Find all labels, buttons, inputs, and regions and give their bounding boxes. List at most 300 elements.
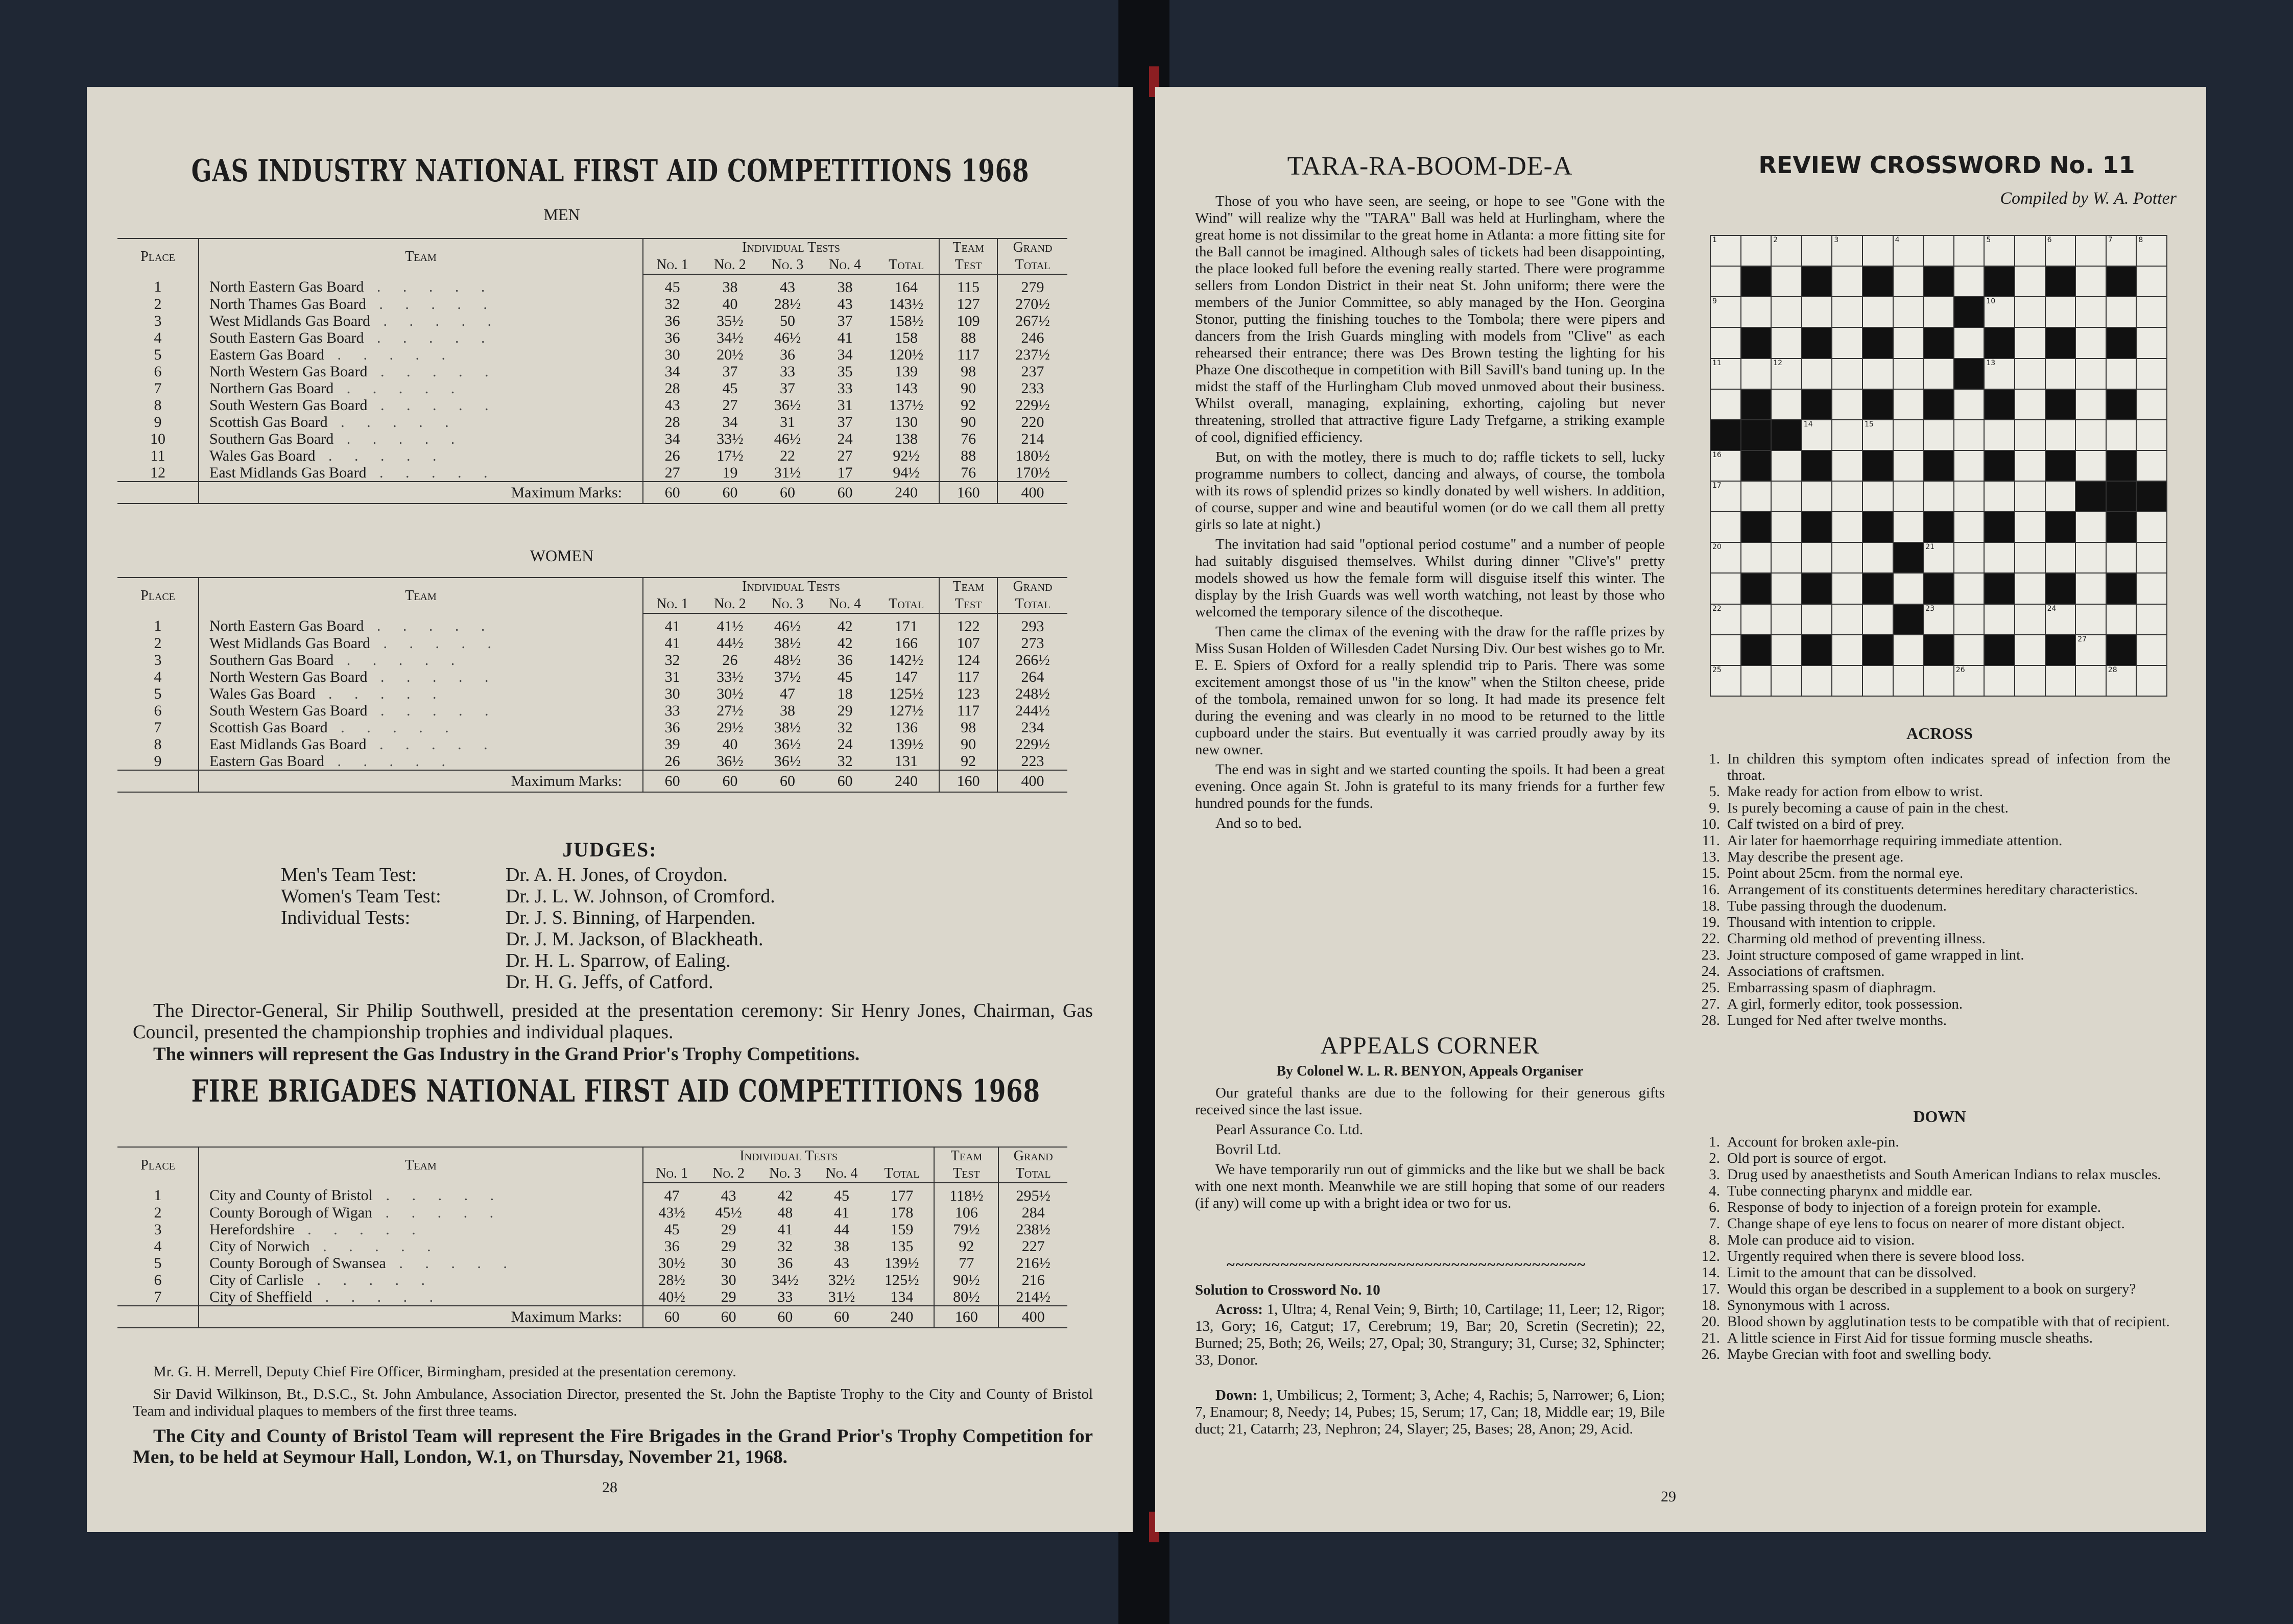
crossword-cell[interactable]: [1832, 236, 1862, 266]
judge-role: Individual Tests:: [281, 907, 411, 928]
crossword-cell[interactable]: [2015, 635, 2045, 665]
clue-number: 17.: [1701, 1281, 1720, 1297]
score-cell: 38: [780, 702, 796, 719]
crossword-cell[interactable]: [2137, 666, 2166, 696]
crossword-cell[interactable]: [1985, 236, 2014, 266]
crossword-cell[interactable]: [2076, 543, 2106, 572]
score-cell: 34½: [716, 329, 744, 346]
clue-text: Tube connecting pharynx and middle ear.: [1727, 1183, 1973, 1199]
crossword-cell[interactable]: [2107, 359, 2136, 389]
crossword-cell[interactable]: [2137, 512, 2166, 542]
score-cell: 29½: [716, 719, 744, 736]
crossword-cell[interactable]: [2076, 328, 2106, 357]
team-name: City of Sheffield: [209, 1288, 313, 1305]
crossword-cell[interactable]: [2137, 236, 2166, 266]
crossword-cell[interactable]: [2076, 359, 2106, 389]
score-cell: 92: [939, 397, 997, 414]
crossword-cell[interactable]: [1894, 297, 1923, 327]
score-cell: 36: [837, 652, 853, 668]
score-cell: 125½: [885, 1272, 919, 1288]
score-cell: 234: [997, 719, 1067, 736]
crossword-cell[interactable]: [1772, 605, 1801, 634]
grid-number: 16: [1712, 450, 1722, 459]
crossword-block: [2046, 328, 2075, 357]
crossword-cell[interactable]: [1985, 666, 2014, 696]
crossword-cell[interactable]: [1863, 543, 1893, 572]
crossword-cell[interactable]: [1741, 359, 1771, 389]
crossword-cell[interactable]: [1772, 236, 1801, 266]
team-cell: City of Carlisle . . . . .: [199, 1272, 643, 1288]
crossword-cell[interactable]: [2137, 297, 2166, 327]
clue-number: 22.: [1701, 930, 1720, 947]
crossword-cell[interactable]: [1954, 482, 1984, 511]
crossword-clue: [1691, 947, 2170, 963]
score-cell: 36½: [774, 736, 801, 753]
clue-number: 18.: [1701, 898, 1720, 914]
crossword-cell[interactable]: [1832, 267, 1862, 296]
crossword-cell[interactable]: [1772, 635, 1801, 665]
crossword-cell[interactable]: [1863, 420, 1893, 450]
crossword-cell[interactable]: [1772, 666, 1801, 696]
crossword-cell[interactable]: [1863, 297, 1893, 327]
crossword-cell[interactable]: [1894, 666, 1923, 696]
crossword-cell[interactable]: [1924, 543, 1953, 572]
crossword-cell[interactable]: [2137, 635, 2166, 665]
score-cell: 17: [837, 464, 853, 481]
score-cell: 284: [998, 1204, 1067, 1221]
crossword-block: [1802, 512, 1832, 542]
crossword-cell[interactable]: [1894, 574, 1923, 603]
crossword-cell[interactable]: [1832, 635, 1862, 665]
place-cell: 12: [150, 464, 165, 481]
team-cell: Scottish Gas Board . . . . .: [199, 719, 643, 736]
team-name: Scottish Gas Board: [209, 719, 328, 736]
crossword-cell[interactable]: [1894, 512, 1923, 542]
crossword-cell[interactable]: [2015, 605, 2045, 634]
clue-text: Is purely becoming a cause of pain in the chest.: [1727, 800, 2009, 816]
max-marks-cell: 60: [759, 770, 817, 792]
crossword-cell[interactable]: [1711, 359, 1740, 389]
crossword-clue: [1691, 1313, 2170, 1330]
clue-number: 28.: [1701, 1012, 1720, 1029]
max-marks-cell: 60: [701, 482, 759, 504]
score-cell: 125½: [889, 685, 924, 702]
team-cell: City of Sheffield . . . . .: [199, 1288, 643, 1306]
crossword-cell[interactable]: [1832, 420, 1862, 450]
crossword-cell[interactable]: [1711, 236, 1740, 266]
clue-number: 4.: [1709, 1183, 1720, 1199]
crossword-cell[interactable]: [2137, 390, 2166, 419]
score-cell: 90: [939, 380, 997, 397]
crossword-cell[interactable]: [2015, 666, 2045, 696]
crossword-cell[interactable]: [2076, 666, 2106, 696]
crossword-cell[interactable]: [1832, 574, 1862, 603]
crossword-cell[interactable]: [1832, 390, 1862, 419]
crossword-cell[interactable]: [2076, 605, 2106, 634]
crossword-cell[interactable]: [1832, 512, 1862, 542]
crossword-cell[interactable]: [2015, 543, 2045, 572]
crossword-cell[interactable]: [1894, 420, 1923, 450]
crossword-cell[interactable]: [1894, 359, 1923, 389]
crossword-cell[interactable]: [1985, 359, 2014, 389]
crossword-cell[interactable]: [2107, 605, 2136, 634]
clue-number: 6.: [1709, 1199, 1720, 1215]
crossword-cell[interactable]: [1954, 420, 1984, 450]
crossword-block: [1741, 451, 1771, 481]
col-individual-tests: Individual Tests: [643, 578, 939, 595]
clue-number: 26.: [1701, 1346, 1720, 1363]
score-cell: 31: [643, 668, 701, 685]
score-cell: 31: [837, 397, 853, 414]
score-cell: 90: [939, 414, 997, 431]
score-cell: 45: [643, 274, 701, 296]
crossword-cell[interactable]: [1985, 543, 2014, 572]
score-cell: 158½: [889, 313, 924, 329]
crossword-clue: [1691, 783, 2170, 800]
crossword-cell[interactable]: [2046, 543, 2075, 572]
crossword-cell[interactable]: [1863, 666, 1893, 696]
score-cell: 30½: [716, 685, 744, 702]
crossword-cell[interactable]: [1772, 390, 1801, 419]
crossword-cell[interactable]: [1894, 390, 1923, 419]
judge-name: Dr. H. G. Jeffs, of Catford.: [506, 971, 713, 993]
crossword-cell[interactable]: [2046, 482, 2075, 511]
team-cell: Eastern Gas Board . . . . .: [199, 753, 643, 770]
crossword-cell[interactable]: [2107, 236, 2136, 266]
crossword-cell[interactable]: [1863, 605, 1893, 634]
score-cell: 293: [997, 613, 1067, 635]
grid-number: 26: [1955, 665, 1965, 674]
crossword-cell[interactable]: [1711, 605, 1740, 634]
crossword-cell[interactable]: [1711, 574, 1740, 603]
crossword-cell[interactable]: [1711, 328, 1740, 357]
down-heading: DOWN: [1913, 1107, 1966, 1126]
crossword-cell[interactable]: [1832, 666, 1862, 696]
crossword-cell[interactable]: [1772, 512, 1801, 542]
crossword-clue: [1691, 1183, 2170, 1199]
crossword-cell[interactable]: [2015, 359, 2045, 389]
grid-number: 9: [1712, 297, 1717, 306]
men-section-label: MEN: [543, 205, 580, 224]
crossword-cell[interactable]: [1741, 482, 1771, 511]
crossword-cell[interactable]: [1924, 420, 1953, 450]
grid-number: 14: [1803, 420, 1813, 428]
crossword-cell[interactable]: [1832, 543, 1862, 572]
crossword-block: [1924, 328, 1953, 357]
score-cell: 109: [939, 313, 997, 329]
crossword-cell[interactable]: [1954, 512, 1984, 542]
crossword-cell[interactable]: [1924, 482, 1953, 511]
table-row: [117, 685, 1067, 702]
crossword-cell[interactable]: [1772, 482, 1801, 511]
crossword-cell[interactable]: [2046, 666, 2075, 696]
crossword-cell[interactable]: [1802, 359, 1832, 389]
crossword-cell[interactable]: [2015, 451, 2045, 481]
crossword-clue: [1691, 881, 2170, 898]
score-cell: 43: [834, 1255, 850, 1272]
crossword-cell[interactable]: [2046, 236, 2075, 266]
clue-number: 7.: [1709, 1215, 1720, 1232]
crossword-cell[interactable]: [1954, 328, 1984, 357]
judge-entry: [281, 971, 1047, 993]
grid-number: 2: [1773, 236, 1778, 244]
col-individual-tests: Individual Tests: [643, 238, 939, 256]
score-cell: 37: [837, 414, 853, 431]
crossword-cell[interactable]: [1711, 666, 1740, 696]
crossword-cell[interactable]: [1802, 666, 1832, 696]
score-cell: 50: [780, 313, 796, 329]
crossword-cell[interactable]: [1832, 605, 1862, 634]
score-cell: 45: [834, 1187, 850, 1204]
clue-number: 12.: [1701, 1248, 1720, 1264]
score-cell: 30: [721, 1272, 736, 1288]
crossword-cell[interactable]: [1894, 236, 1923, 266]
clue-text: Response of body to injection of a foreign protein for example.: [1727, 1199, 2101, 1215]
crossword-cell[interactable]: [2076, 451, 2106, 481]
crossword-cell[interactable]: [1802, 482, 1832, 511]
crossword-cell[interactable]: [1772, 451, 1801, 481]
crossword-cell[interactable]: [2137, 451, 2166, 481]
place-cell: 3: [154, 1221, 162, 1238]
col-team-test-top: Team: [939, 578, 997, 595]
tara-article: [1195, 193, 1665, 835]
crossword-cell[interactable]: [2076, 420, 2106, 450]
table-row: [117, 753, 1067, 770]
team-name: South Eastern Gas Board: [209, 329, 364, 346]
clue-number: 16.: [1701, 881, 1720, 898]
col-no1: No. 1: [643, 256, 701, 274]
crossword-cell[interactable]: [2076, 390, 2106, 419]
score-cell: 39: [643, 736, 701, 753]
crossword-cell[interactable]: [1741, 605, 1771, 634]
crossword-cell[interactable]: [2015, 390, 2045, 419]
crossword-cell[interactable]: [1954, 635, 1984, 665]
crossword-cell[interactable]: [1985, 420, 2014, 450]
crossword-cell[interactable]: [1711, 451, 1740, 481]
crossword-cell[interactable]: [2046, 297, 2075, 327]
team-cell: County Borough of Wigan . . . . .: [199, 1204, 643, 1221]
score-cell: 223: [997, 753, 1067, 770]
crossword-cell[interactable]: [2137, 605, 2166, 634]
left-page: [87, 87, 1133, 1532]
team-name: Eastern Gas Board: [209, 753, 324, 770]
score-cell: 44: [834, 1221, 850, 1238]
crossword-cell[interactable]: [2137, 543, 2166, 572]
team-cell: South Western Gas Board . . . . .: [199, 397, 643, 414]
max-marks-cell: 160: [939, 482, 997, 504]
crossword-cell[interactable]: [2076, 635, 2106, 665]
team-name: South Western Gas Board: [209, 397, 368, 414]
crossword-cell[interactable]: [2137, 328, 2166, 357]
crossword-cell[interactable]: [2137, 420, 2166, 450]
crossword-block: [1863, 512, 1893, 542]
crossword-cell[interactable]: [1772, 297, 1801, 327]
crossword-cell[interactable]: [1894, 451, 1923, 481]
crossword-cell[interactable]: [1832, 482, 1862, 511]
crossword-cell[interactable]: [1894, 482, 1923, 511]
crossword-cell[interactable]: [2015, 512, 2045, 542]
crossword-cell[interactable]: [1711, 297, 1740, 327]
crossword-cell[interactable]: [1924, 666, 1953, 696]
crossword-cell[interactable]: [1894, 328, 1923, 357]
table-row: [117, 464, 1067, 482]
crossword-cell[interactable]: [1863, 236, 1893, 266]
judge-name: Dr. H. L. Sparrow, of Ealing.: [506, 950, 731, 971]
crossword-cell[interactable]: [1985, 297, 2014, 327]
clue-number: 2.: [1709, 1150, 1720, 1166]
col-grand-total-bottom: Total: [997, 256, 1067, 274]
place-cell: 6: [154, 702, 162, 719]
score-cell: 142½: [889, 652, 924, 668]
crossword-cell[interactable]: [2015, 574, 2045, 603]
crossword-cell[interactable]: [1924, 605, 1953, 634]
crossword-cell[interactable]: [1772, 574, 1801, 603]
crossword-cell[interactable]: [1711, 482, 1740, 511]
crossword-cell[interactable]: [1924, 236, 1953, 266]
clue-text: Thousand with intention to cripple.: [1727, 914, 1936, 930]
crossword-cell[interactable]: [2076, 297, 2106, 327]
crossword-cell[interactable]: [2015, 482, 2045, 511]
clue-number: 24.: [1701, 963, 1720, 980]
score-cell: 41: [777, 1221, 793, 1238]
crossword-cell[interactable]: [1954, 666, 1984, 696]
crossword-cell[interactable]: [2107, 543, 2136, 572]
clue-text: Mole can produce aid to vision.: [1727, 1232, 1915, 1248]
crossword-block: [2046, 267, 2075, 296]
crossword-cell[interactable]: [1863, 359, 1893, 389]
team-cell: Wales Gas Board . . . . .: [199, 685, 643, 702]
crossword-block: [1863, 635, 1893, 665]
crossword-cell[interactable]: [2137, 267, 2166, 296]
crossword-cell[interactable]: [2107, 666, 2136, 696]
crossword-cell[interactable]: [1741, 297, 1771, 327]
crossword-clue: [1691, 996, 2170, 1012]
score-cell: 34: [722, 414, 738, 431]
crossword-cell[interactable]: [1711, 267, 1740, 296]
crossword-cell[interactable]: [1802, 236, 1832, 266]
crossword-cell[interactable]: [1954, 543, 1984, 572]
wilkinson-text: Sir David Wilkinson, Bt., D.S.C., St. John Ambulance, Association Director, presented the St. John the Baptiste Trophy to the City and County of Bristol Team and individual plaques to members of the first three teams.: [133, 1386, 1093, 1419]
score-cell: 34: [643, 363, 701, 380]
score-cell: 229½: [997, 736, 1067, 753]
score-cell: 227: [998, 1238, 1067, 1255]
crossword-cell[interactable]: [1711, 635, 1740, 665]
col-grand-total-top: Grand: [998, 1147, 1067, 1165]
crossword-cell[interactable]: [1894, 635, 1923, 665]
max-marks-cell: 160: [939, 770, 997, 792]
score-cell: 77: [934, 1255, 998, 1272]
score-cell: 248½: [997, 685, 1067, 702]
crossword-cell[interactable]: [1832, 451, 1862, 481]
crossword-cell[interactable]: [1894, 267, 1923, 296]
crossword-cell[interactable]: [1924, 359, 1953, 389]
crossword-cell[interactable]: [2076, 236, 2106, 266]
table-row: [117, 652, 1067, 668]
team-cell: Northern Gas Board . . . . .: [199, 380, 643, 397]
crossword-cell[interactable]: [2015, 267, 2045, 296]
crossword-cell[interactable]: [2076, 574, 2106, 603]
crossword-cell[interactable]: [1924, 297, 1953, 327]
grid-number: 12: [1773, 359, 1783, 367]
crossword-cell[interactable]: [2137, 574, 2166, 603]
clue-number: 1.: [1709, 1134, 1720, 1150]
score-cell: 20½: [716, 346, 744, 363]
crossword-cell[interactable]: [2107, 297, 2136, 327]
crossword-cell[interactable]: [1711, 390, 1740, 419]
crossword-cell[interactable]: [1802, 420, 1832, 450]
col-no3: No. 3: [759, 256, 817, 274]
crossword-cell[interactable]: [1772, 359, 1801, 389]
crossword-cell[interactable]: [1985, 482, 2014, 511]
crossword-cell[interactable]: [1741, 543, 1771, 572]
crossword-clue: [1691, 816, 2170, 832]
score-cell: 177: [890, 1187, 914, 1204]
score-cell: 36: [643, 329, 701, 346]
crossword-cell[interactable]: [2015, 328, 2045, 357]
crossword-cell[interactable]: [2076, 267, 2106, 296]
crossword-cell[interactable]: [1772, 267, 1801, 296]
crossword-cell[interactable]: [1832, 297, 1862, 327]
crossword-block: [1985, 451, 2014, 481]
score-cell: 48: [777, 1204, 793, 1221]
score-cell: 24: [837, 736, 853, 753]
crossword-cell[interactable]: [1802, 605, 1832, 634]
crossword-cell[interactable]: [1802, 543, 1832, 572]
crossword-cell[interactable]: [1832, 359, 1862, 389]
crossword-cell[interactable]: [2137, 359, 2166, 389]
crossword-cell[interactable]: [1954, 390, 1984, 419]
score-cell: 79½: [934, 1221, 998, 1238]
crossword-cell[interactable]: [2015, 420, 2045, 450]
crossword-cell[interactable]: [2015, 297, 2045, 327]
solution-down-label: Down:: [1215, 1387, 1258, 1403]
crossword-cell[interactable]: [1802, 297, 1832, 327]
score-cell: 233: [997, 380, 1067, 397]
crossword-cell[interactable]: [2046, 605, 2075, 634]
score-cell: 37: [837, 313, 853, 329]
women-section-label: WOMEN: [530, 546, 594, 565]
crossword-cell[interactable]: [1954, 236, 1984, 266]
score-cell: 216: [998, 1272, 1067, 1288]
score-cell: 229½: [997, 397, 1067, 414]
crossword-cell[interactable]: [1772, 543, 1801, 572]
crossword-cell[interactable]: [1954, 605, 1984, 634]
crossword-cell[interactable]: [1954, 574, 1984, 603]
clue-number: 13.: [1701, 849, 1720, 865]
crossword-cell[interactable]: [2046, 420, 2075, 450]
team-cell: Southern Gas Board . . . . .: [199, 431, 643, 447]
crossword-cell[interactable]: [2015, 236, 2045, 266]
crossword-cell[interactable]: [1711, 512, 1740, 542]
crossword-cell[interactable]: [1832, 328, 1862, 357]
crossword-cell[interactable]: [1711, 543, 1740, 572]
crossword-cell[interactable]: [1954, 451, 1984, 481]
team-cell: City of Norwich . . . . .: [199, 1238, 643, 1255]
crossword-cell[interactable]: [1985, 605, 2014, 634]
score-cell: 118½: [934, 1183, 998, 1204]
crossword-cell[interactable]: [1863, 482, 1893, 511]
score-cell: 34: [643, 431, 701, 447]
crossword-cell[interactable]: [1772, 328, 1801, 357]
crossword-cell[interactable]: [2076, 512, 2106, 542]
crossword-cell[interactable]: [2107, 420, 2136, 450]
clue-text: Make ready for action from elbow to wrist.: [1727, 783, 1983, 800]
crossword-cell[interactable]: [1741, 666, 1771, 696]
score-cell: 41: [834, 1204, 850, 1221]
crossword-cell[interactable]: [2046, 359, 2075, 389]
crossword-cell[interactable]: [1954, 267, 1984, 296]
crossword-cell[interactable]: [1741, 236, 1771, 266]
